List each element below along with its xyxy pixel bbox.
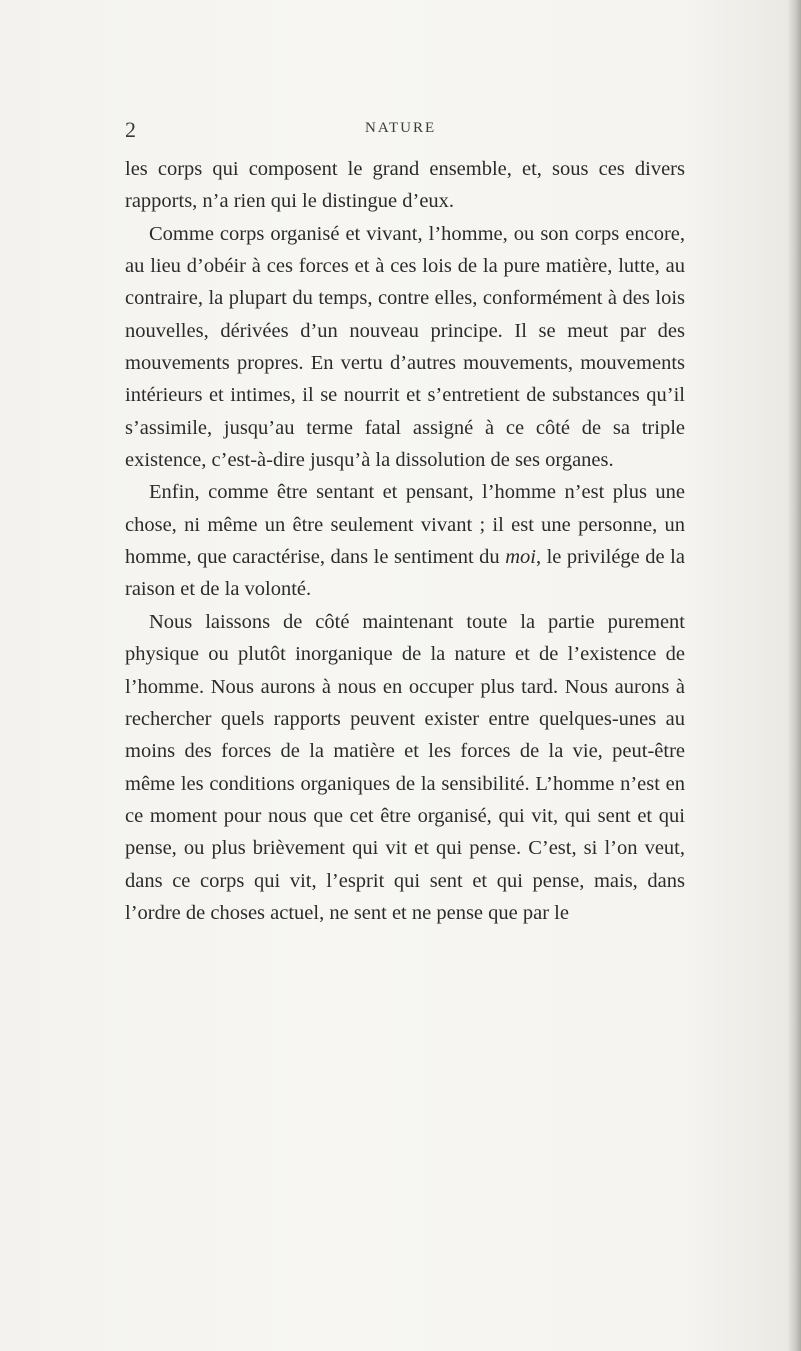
page-edge-shadow: [787, 0, 801, 1351]
paragraph-text: Nous laissons de côté maintenant toute la partie purement physique ou plutôt inorganique de la nature et de l’existence de l’homme. Nous aurons à nous en occuper plus tard. Nous aurons à rechercher quels rapports peuvent exister entre quelques-unes au moins des forces de la matière et les forces de la vie, peut-être même les conditions organiques de la sensibilité. L’homme n’est en ce moment pour nous que cet être organisé, qui vit, qui sent et qui pense, ou plus brièvement qui vit et qui pense. C’est, si l’on veut, dans ce corps qui vit, l’esprit qui sent et qui pense, mais, dans l’ordre de choses actuel, ne sent et ne pense que par le: [125, 610, 685, 924]
running-head: NATURE: [365, 120, 437, 136]
body-text: [125, 153, 685, 929]
italic-term: moi: [505, 546, 536, 569]
paragraph: [125, 606, 685, 929]
paragraph-text: les corps qui composent le grand ensemble, et, sous ces divers rapports, n’a rien qui le distingue d’eux.: [125, 158, 685, 213]
paragraph-text: Enfin, comme être sentant et pensant, l’homme n’est plus une chose, ni même un être seulement vivant ; il est une personne, un homme, que caractérise, dans le sentiment du: [125, 481, 685, 569]
paragraph: [125, 153, 685, 218]
paragraph-text: , le privilége de la raison et de la volonté.: [125, 546, 685, 601]
paragraph: [125, 476, 685, 605]
page-header: [125, 117, 685, 147]
paragraph: [125, 218, 685, 477]
paragraph-text: Comme corps organisé et vivant, l’homme, ou son corps encore, au lieu d’obéir à ces forces et à ces lois de la pure matière, lutte, au contraire, la plupart du temps, contre elles, conformément à des lois nouvelles, dérivées d’un nouveau principe. Il se meut par des mouvements propres. En vertu d’autres mouvements, mouvements intérieurs et intimes, il se nourrit et s’entretient de substances qu’il s’assimile, jusqu’au terme fatal assigné à ce côté de sa triple existence, c’est-à-dire jusqu’à la dissolution de ses organes.: [125, 222, 685, 472]
page-number: 2: [125, 117, 136, 142]
